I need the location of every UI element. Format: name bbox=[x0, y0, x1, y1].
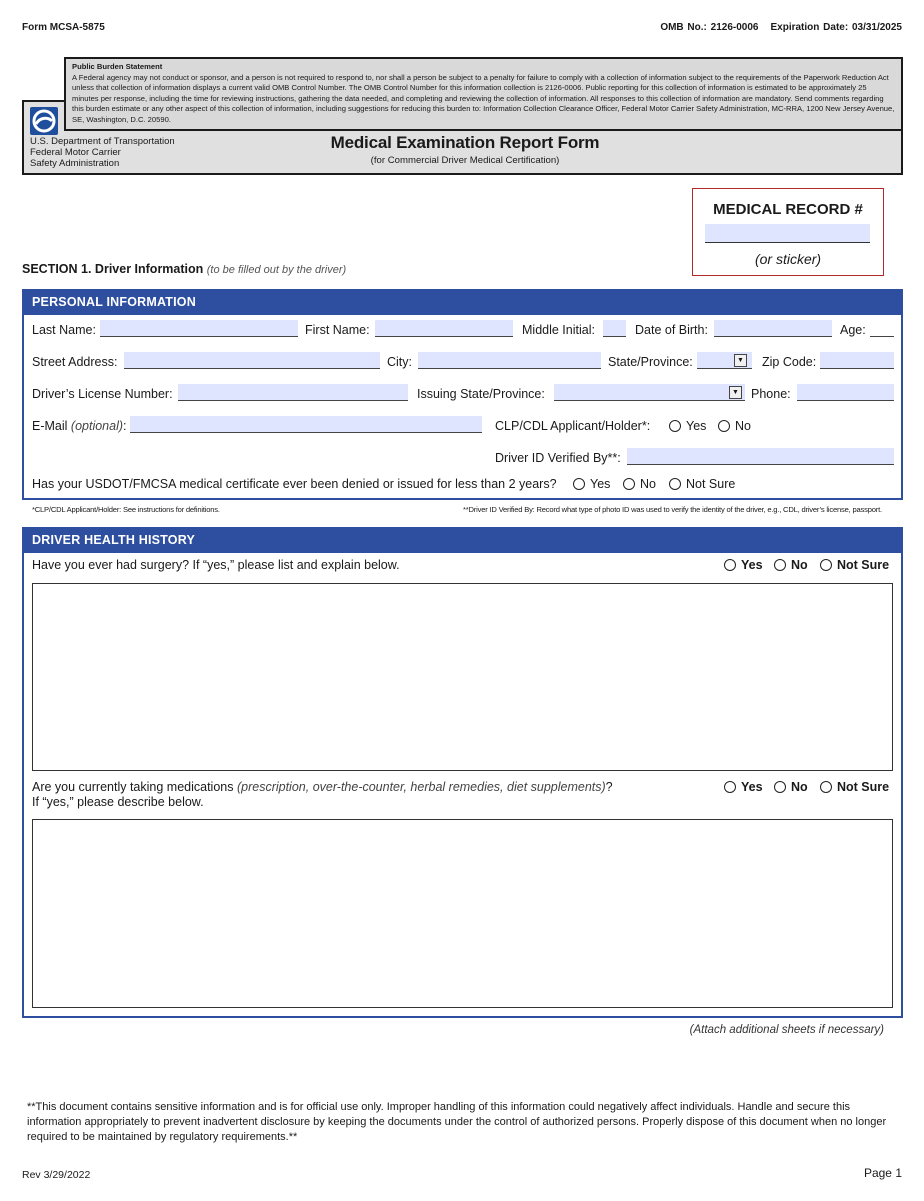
medications-question bbox=[32, 780, 613, 794]
surgery-explanation-textarea[interactable] bbox=[32, 583, 893, 771]
certificate-denied-question: Has your USDOT/FMCSA medical certificate ever been denied or issued for less than 2 years? bbox=[32, 477, 557, 491]
denied-not-sure-option[interactable] bbox=[669, 477, 735, 491]
burden-text: A Federal agency may not conduct or sponsor, and a person is not required to respond to, nor shall a person be subject to a penalty for failure to comply with a collection of information subject to the requirements of the Paperwork Reduction Act unless that collection of information displays a current valid OMB Control Number. The OMB Control Number for this information collection is 2126-0006. Public reporting for this collection of information is estimated to be approximately 25 minutes per response, including the time for reviewing instructions, gathering the data needed, and completing and reviewing the collection of information. All responses to this collection of information are mandatory. Send comments regarding this burden estimate or any other aspect of this collection of information, including suggestions for reducing this burden to: Information Collection Clearance Officer, Federal Motor Carrier Safety Administration, MC-RRA, 1200 New Jersey Avenue, SE, Washington, D.C. 20590. bbox=[72, 72, 895, 124]
clp-cdl-label: CLP/CDL Applicant/Holder*: bbox=[495, 419, 651, 433]
email-input[interactable] bbox=[130, 416, 482, 433]
surgery-no-option[interactable] bbox=[774, 558, 808, 572]
age-label: Age: bbox=[840, 323, 866, 337]
state-dropdown-icon[interactable]: ▼ bbox=[734, 354, 747, 367]
issuing-state-label: Issuing State/Province: bbox=[417, 387, 545, 401]
omb-info bbox=[648, 22, 902, 33]
denied-yes-radio[interactable] bbox=[573, 478, 585, 490]
license-number-label: Driver’s License Number: bbox=[32, 387, 173, 401]
medications-question-text: Are you currently taking medications bbox=[32, 780, 234, 794]
first-name-label: First Name: bbox=[305, 323, 370, 337]
date-of-birth-label: Date of Birth: bbox=[635, 323, 708, 337]
issuing-state-select[interactable] bbox=[554, 384, 745, 401]
phone-input[interactable] bbox=[797, 384, 894, 401]
clp-no-label: No bbox=[735, 419, 751, 433]
denied-no-label: No bbox=[640, 477, 656, 491]
personal-information-heading: PERSONAL INFORMATION bbox=[24, 291, 901, 315]
clp-no-option[interactable] bbox=[718, 419, 751, 433]
medications-yes-radio[interactable] bbox=[724, 781, 736, 793]
first-name-input[interactable] bbox=[375, 320, 513, 337]
dot-logo-icon bbox=[30, 107, 58, 135]
medications-no-option[interactable] bbox=[774, 780, 808, 794]
agency-line-3: Safety Administration bbox=[30, 157, 120, 169]
denied-not-sure-label: Not Sure bbox=[686, 477, 736, 491]
surgery-not-sure-option[interactable] bbox=[820, 558, 889, 572]
section-1-label: SECTION 1. Driver Information bbox=[22, 262, 204, 276]
clp-yes-label: Yes bbox=[686, 419, 707, 433]
driver-id-footnote: **Driver ID Verified By: Record what type of photo ID was used to verify the identity of the driver, e.g., CDL, driver’s license, passport. bbox=[463, 505, 882, 514]
issuing-state-dropdown-icon[interactable]: ▼ bbox=[729, 386, 742, 399]
agency-line-1: U.S. Department of Transportation bbox=[30, 136, 175, 147]
medications-question-mark: ? bbox=[605, 780, 613, 794]
medications-not-sure-option[interactable] bbox=[820, 780, 889, 794]
medical-record-input[interactable] bbox=[705, 224, 870, 243]
state-province-label: State/Province: bbox=[608, 355, 693, 369]
driver-health-history-heading: DRIVER HEALTH HISTORY bbox=[24, 529, 901, 553]
email-colon: : bbox=[123, 419, 127, 433]
middle-initial-input[interactable] bbox=[603, 320, 626, 337]
city-label: City: bbox=[387, 355, 412, 369]
last-name-input[interactable] bbox=[100, 320, 298, 337]
agency-line-2: Federal Motor Carrier bbox=[30, 146, 121, 158]
burden-title: Public Burden Statement bbox=[72, 62, 163, 71]
medical-record-title: MEDICAL RECORD # bbox=[713, 201, 863, 218]
public-burden-statement bbox=[64, 57, 903, 131]
zip-code-label: Zip Code: bbox=[762, 355, 817, 369]
clp-yes-option[interactable] bbox=[669, 419, 706, 433]
form-title: Medical Examination Report Form bbox=[330, 133, 600, 152]
clp-yes-radio[interactable] bbox=[669, 420, 681, 432]
driver-id-verified-input[interactable] bbox=[627, 448, 894, 465]
phone-label: Phone: bbox=[751, 387, 791, 401]
medications-yes-label: Yes bbox=[741, 780, 763, 794]
email-optional: (optional) bbox=[70, 419, 124, 433]
medications-describe-note: If “yes,” please describe below. bbox=[32, 795, 204, 809]
medications-yes-option[interactable] bbox=[724, 780, 763, 794]
age-input[interactable] bbox=[870, 320, 894, 337]
email-label bbox=[32, 419, 127, 433]
surgery-not-sure-radio[interactable] bbox=[820, 559, 832, 571]
denied-no-option[interactable] bbox=[623, 477, 656, 491]
section-1-note: (to be filled out by the driver) bbox=[206, 264, 347, 276]
medications-description-textarea[interactable] bbox=[32, 819, 893, 1008]
last-name-label: Last Name: bbox=[32, 323, 96, 337]
form-number: Form MCSA-5875 bbox=[22, 22, 105, 33]
denied-not-sure-radio[interactable] bbox=[669, 478, 681, 490]
surgery-yes-radio[interactable] bbox=[724, 559, 736, 571]
zip-code-input[interactable] bbox=[820, 352, 894, 369]
agency-name bbox=[30, 137, 175, 169]
street-address-input[interactable] bbox=[124, 352, 380, 369]
omb-number: OMB No.: 2126-0006 bbox=[660, 22, 759, 33]
surgery-yes-label: Yes bbox=[741, 558, 763, 572]
street-address-label: Street Address: bbox=[32, 355, 118, 369]
denied-no-radio[interactable] bbox=[623, 478, 635, 490]
email-label-text: E-Mail bbox=[32, 419, 68, 433]
medications-no-label: No bbox=[791, 780, 808, 794]
medications-no-radio[interactable] bbox=[774, 781, 786, 793]
city-input[interactable] bbox=[418, 352, 601, 369]
middle-initial-label: Middle Initial: bbox=[522, 323, 595, 337]
revision-date: Rev 3/29/2022 bbox=[22, 1169, 91, 1181]
page-number: Page 1 bbox=[863, 1166, 902, 1180]
medications-not-sure-label: Not Sure bbox=[837, 780, 890, 794]
medications-question-examples: (prescription, over-the-counter, herbal remedies, diet supplements) bbox=[236, 780, 606, 794]
surgery-no-label: No bbox=[791, 558, 808, 572]
surgery-question: Have you ever had surgery? If “yes,” please list and explain below. bbox=[32, 558, 400, 572]
denied-yes-label: Yes bbox=[590, 477, 611, 491]
surgery-yes-option[interactable] bbox=[724, 558, 763, 572]
medications-not-sure-radio[interactable] bbox=[820, 781, 832, 793]
expiration-date: Expiration Date: 03/31/2025 bbox=[770, 22, 902, 33]
license-number-input[interactable] bbox=[178, 384, 408, 401]
surgery-not-sure-label: Not Sure bbox=[837, 558, 890, 572]
clp-footnote: *CLP/CDL Applicant/Holder: See instructions for definitions. bbox=[32, 505, 220, 514]
medical-record-sticker-note: (or sticker) bbox=[754, 251, 822, 267]
denied-yes-option[interactable] bbox=[573, 477, 610, 491]
clp-no-radio[interactable] bbox=[718, 420, 730, 432]
attach-sheets-note: (Attach additional sheets if necessary) bbox=[689, 1024, 884, 1036]
privacy-notice: **This document contains sensitive information and is for official use only. Improper handling of this information could negatively affect individuals. Handle and secure this information appropriately to prevent inadvertent disclosure by keeping the documents under the control of authorized persons. Properly dispose of this document when no longer required to be maintained by regulatory requirements.** bbox=[27, 1101, 887, 1143]
section-1-heading bbox=[22, 262, 346, 276]
date-of-birth-input[interactable] bbox=[714, 320, 832, 337]
driver-id-verified-label: Driver ID Verified By**: bbox=[495, 451, 621, 465]
surgery-no-radio[interactable] bbox=[774, 559, 786, 571]
form-subtitle: (for Commercial Driver Medical Certification) bbox=[370, 155, 560, 166]
